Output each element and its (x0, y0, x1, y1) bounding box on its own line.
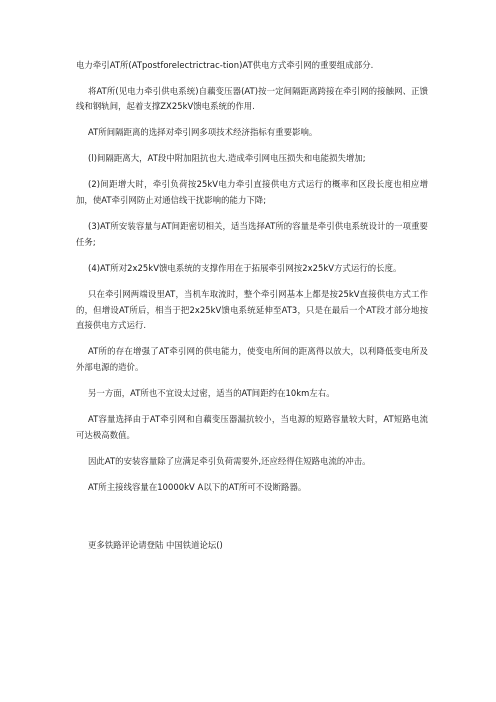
paragraph-autotransformer: 将AT所(见电力牵引供电系统)自藕变压器(AT)按一定间隔距离跨接在牵引网的接触网、正馈线和钢轨间，起着支撑ZX25kV馈电系统的作用. (76, 85, 428, 112)
paragraph-point-2: (2)间距增大时，牵引负荷按25kV电力牵引直接供电方式运行的概率和区段长度也相应增加，使AT牵引网防止对通信线干扰影响的能力下降; (76, 179, 428, 206)
paragraph-supply-capacity: AT所的存在增强了AT牵引网的供电能力，使变电所间的距离得以放大，以利降低变电所及外部电源的造价。 (76, 346, 428, 372)
paragraph-point-3: (3)AT所安装容量与AT间距密切相关，适当选择AT所的容量是牵引供电系统设计的一项重要任务; (76, 221, 428, 247)
paragraph-point-1: (l)间隔距离大，AT段中附加阻抗也大.造成牵引网电压损失和电能损失增加; (88, 153, 366, 164)
paragraph-spacing-importance: AT所间隔距离的选择对牵引网多项技术经济指标有重要影响。 (88, 127, 318, 138)
paragraph-point-4: (4)AT所对2x25kV馈电系统的支撑作用在于拓展牵引网按2x25kV方式运行的长度。 (88, 262, 402, 273)
paragraph-intro: 电力牵引AT所(ATpostforelectrictrac-tion)AT供电方式牵引网的重要组成部分. (76, 60, 374, 70)
paragraph-spacing-10km: 另一方面，AT所也不宜设太过密，适当的AT间距约在10km左右。 (88, 387, 335, 398)
forum-link-text: 更多铁路评论请登陆 中国铁道论坛() (88, 540, 223, 550)
paragraph-both-ends: 只在牵引网两端设里AT，当机车取流时，整个牵引网基本上都是按25kV直接供电方式工作的，但增设AT所后，相当于把2x25kV馈电系统延伸至AT3，只是在最后一个AT段才部分地按直接供电方式运行. (76, 288, 428, 331)
paragraph-short-circuit: 因此AT的安装容量除了应满足牵引负荷需要外,还应经得住短路电流的冲击。 (88, 455, 371, 466)
document-body (76, 58, 428, 506)
paragraph-capacity-selection: AT容量选择由于AT牵引网和自藕变压器漏抗较小，当电源的短路容量较大时，AT短路电流可达极高数值。 (76, 414, 428, 440)
paragraph-breaker: AT所主接线容量在10000kV A以下的AT所可不设断路器。 (88, 481, 307, 492)
